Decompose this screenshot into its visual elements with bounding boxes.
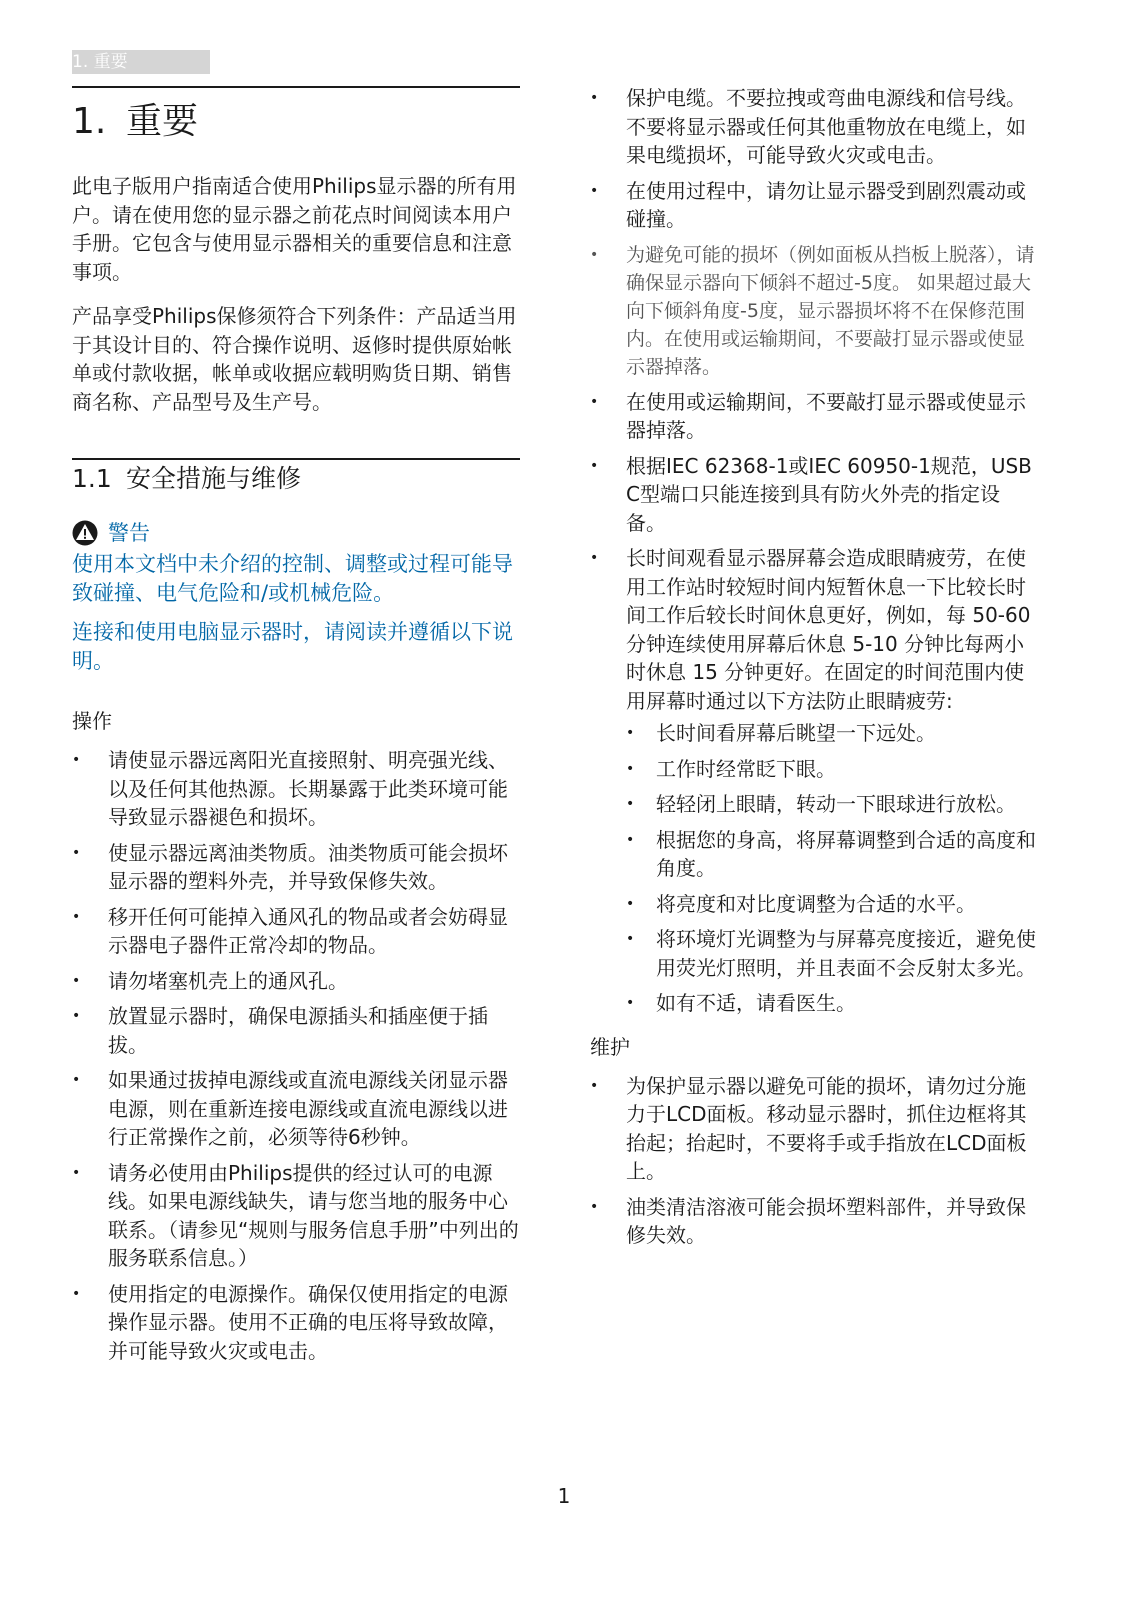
list-item: • 请使显示器远离阳光直接照射、明亮强光线、以及任何其他热源。长期暴露于此类环境可能导致显示器褪色和损坏。 (72, 746, 520, 832)
list-item: • 油类清洁溶液可能会损坏塑料部件，并导致保修失效。 (590, 1193, 1038, 1250)
page-number: 1 (557, 1484, 571, 1508)
list-item: • 放置显示器时，确保电源插头和插座便于插拔。 (72, 1002, 520, 1059)
running-header: 1. 重要 (72, 50, 210, 74)
warning-title: 警告 (108, 521, 150, 545)
list-item: • 使显示器远离油类物质。油类物质可能会损坏显示器的塑料外壳，并导致保修失效。 (72, 839, 520, 896)
list-item: • 工作时经常眨下眼。 (626, 755, 1038, 784)
section-title (72, 460, 520, 498)
list-item: • 长时间看屏幕后眺望一下远处。 (626, 719, 1038, 748)
section-title-text: 安全措施与维修 (126, 464, 302, 493)
maintenance-heading: 维护 (590, 1034, 630, 1059)
eye-tips-list (626, 719, 1038, 1018)
list-item: • 根据您的身高，将屏幕调整到合适的高度和角度。 (626, 826, 1038, 883)
chapter-title-text: 重要 (126, 101, 199, 142)
operation-list-continued (590, 84, 1038, 1018)
maintenance-list (590, 1072, 1038, 1250)
warning-triangle-icon (72, 520, 98, 546)
list-item: • 为避免可能的损坏（例如面板从挡板上脱落），请确保显示器向下倾斜不超过-5度。 如果超过最大向下倾斜角度-5度，显示器损坏将不在保修范围内。在使用或运输期间，不要敲打显示器或使显示器掉落。 (590, 241, 1038, 381)
left-column (72, 86, 520, 1372)
warning-text-2: 连接和使用电脑显示器时，请阅读并遵循以下说明。 (72, 620, 513, 673)
list-item: • 轻轻闭上眼睛，转动一下眼球进行放松。 (626, 790, 1038, 819)
right-column (590, 84, 1038, 1257)
list-item: • 使用指定的电源操作。确保仅使用指定的电源操作显示器。使用不正确的电压将导致故障，并可能导致火灾或电击。 (72, 1280, 520, 1366)
list-item: • 在使用或运输期间，不要敲打显示器或使显示器掉落。 (590, 388, 1038, 445)
operation-heading: 操作 (72, 709, 112, 733)
section-number: 1.1 (72, 464, 112, 493)
list-item: • 请务必使用由Philips提供的经过认可的电源线。如果电源线缺失，请与您当地的服务中心联系。（请参见“规则与服务信息手册”中列出的服务联系信息。） (72, 1159, 520, 1273)
chapter-number: 1. (72, 101, 107, 142)
eye-strain-text: 长时间观看显示器屏幕会造成眼睛疲劳，在使用工作站时较短时间内短暂休息一下比较长时间工作后较长时间休息更好，例如，每 50-60 分钟连续使用屏幕后休息 5-10 分钟比每两小时休息 15 分钟更好。在固定的时间范围内使用屏幕时通过以下方法防止眼睛疲劳: (626, 546, 1031, 713)
title-rule (72, 86, 520, 88)
list-item: • 将亮度和对比度调整为合适的水平。 (626, 890, 1038, 919)
list-item: • 将环境灯光调整为与屏幕亮度接近，避免使用荧光灯照明，并且表面不会反射太多光。 (626, 925, 1038, 982)
list-item: • 移开任何可能掉入通风孔的物品或者会妨碍显示器电子器件正常冷却的物品。 (72, 903, 520, 960)
warning-text-1: 使用本文档中未介绍的控制、调整或过程可能导致碰撞、电气危险和/或机械危险。 (72, 552, 513, 605)
operation-list (72, 746, 520, 1365)
intro-paragraph: 此电子版用户指南适合使用Philips显示器的所有用户。请在使用您的显示器之前花点时间阅读本用户手册。它包含与使用显示器相关的重要信息和注意事项。 (72, 174, 517, 284)
warning-heading (72, 518, 520, 548)
list-item: • 在使用过程中，请勿让显示器受到剧烈震动或碰撞。 (590, 177, 1038, 234)
list-item: • 如有不适，请看医生。 (626, 989, 1038, 1018)
chapter-title (72, 96, 520, 148)
warranty-paragraph: 产品享受Philips保修须符合下列条件：产品适当用于其设计目的、符合操作说明、返修时提供原始帐单或付款收据，帐单或收据应载明购货日期、销售商名称、产品型号及生产号。 (72, 304, 517, 414)
list-item: • 请勿堵塞机壳上的通风孔。 (72, 967, 520, 996)
list-item: • 保护电缆。不要拉拽或弯曲电源线和信号线。不要将显示器或任何其他重物放在电缆上，如果电缆损坏，可能导致火灾或电击。 (590, 84, 1038, 170)
list-item: • 为保护显示器以避免可能的损坏，请勿过分施力于LCD面板。移动显示器时，抓住边框将其抬起；抬起时，不要将手或手指放在LCD面板上。 (590, 1072, 1038, 1186)
list-item: • 如果通过拔掉电源线或直流电源线关闭显示器电源，则在重新连接电源线或直流电源线以进行正常操作之前，必须等待6秒钟。 (72, 1066, 520, 1152)
list-item: • 根据IEC 62368-1或IEC 60950-1规范，USB C型端口只能连接到具有防火外壳的指定设备。 (590, 452, 1038, 538)
list-item (590, 544, 1038, 1018)
